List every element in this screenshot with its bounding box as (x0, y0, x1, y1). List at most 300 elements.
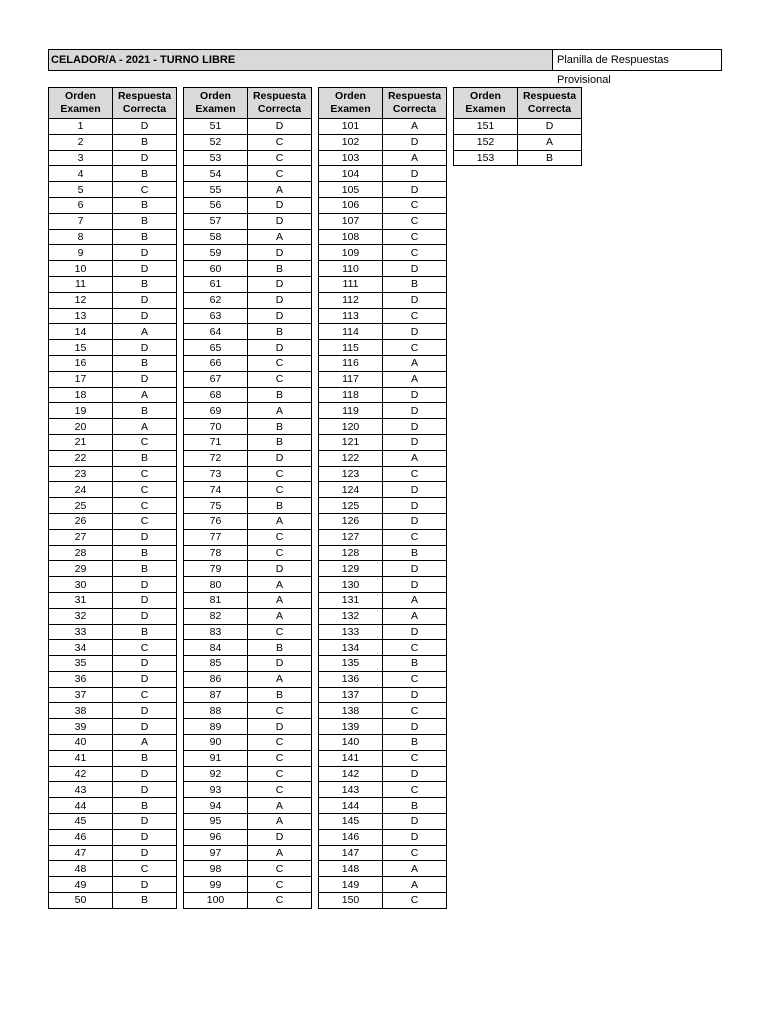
answer-row (319, 640, 447, 656)
answer-row (319, 134, 447, 150)
correct-answer: D (248, 245, 312, 261)
question-number: 137 (319, 687, 383, 703)
correct-answer: C (113, 466, 177, 482)
question-number: 34 (49, 640, 113, 656)
answer-row (49, 624, 177, 640)
correct-answer: C (248, 166, 312, 182)
question-number: 33 (49, 624, 113, 640)
answer-row (184, 119, 312, 135)
answer-row (184, 766, 312, 782)
correct-answer: C (113, 182, 177, 198)
correct-answer: D (383, 513, 447, 529)
answer-row (319, 403, 447, 419)
answer-row (319, 466, 447, 482)
correct-answer: A (383, 608, 447, 624)
answer-row (49, 513, 177, 529)
answer-row (49, 434, 177, 450)
question-number: 97 (184, 845, 248, 861)
correct-answer: C (383, 213, 447, 229)
answer-row (49, 182, 177, 198)
answer-row (184, 387, 312, 403)
answer-row (49, 403, 177, 419)
answer-row (49, 371, 177, 387)
correct-answer: C (383, 782, 447, 798)
question-number: 59 (184, 245, 248, 261)
answer-row (184, 371, 312, 387)
answer-row (319, 513, 447, 529)
orden-examen-header: Orden Examen (49, 88, 113, 119)
correct-answer: D (248, 719, 312, 735)
answer-row (184, 197, 312, 213)
answer-row (49, 340, 177, 356)
orden-examen-header: Orden Examen (319, 88, 383, 119)
question-number: 143 (319, 782, 383, 798)
answer-row (49, 687, 177, 703)
question-number: 114 (319, 324, 383, 340)
answer-row (319, 166, 447, 182)
answer-row (319, 750, 447, 766)
question-number: 85 (184, 656, 248, 672)
answer-row (184, 324, 312, 340)
question-number: 55 (184, 182, 248, 198)
question-number: 20 (49, 419, 113, 435)
respuesta-correcta-header: Respuesta Correcta (113, 88, 177, 119)
answer-row (319, 119, 447, 135)
correct-answer: D (248, 213, 312, 229)
answer-row (184, 640, 312, 656)
question-number: 90 (184, 735, 248, 751)
orden-examen-header: Orden Examen (454, 88, 518, 119)
question-number: 98 (184, 861, 248, 877)
answer-row (319, 735, 447, 751)
correct-answer: B (248, 498, 312, 514)
correct-answer: D (113, 703, 177, 719)
correct-answer: D (248, 829, 312, 845)
answer-row (319, 355, 447, 371)
correct-answer: C (248, 134, 312, 150)
question-number: 103 (319, 150, 383, 166)
answer-row (319, 197, 447, 213)
correct-answer: B (113, 450, 177, 466)
answer-row (49, 261, 177, 277)
question-number: 83 (184, 624, 248, 640)
correct-answer: C (248, 750, 312, 766)
correct-answer: C (383, 750, 447, 766)
question-number: 112 (319, 292, 383, 308)
question-number: 122 (319, 450, 383, 466)
question-number: 45 (49, 814, 113, 830)
question-number: 47 (49, 845, 113, 861)
correct-answer: A (113, 324, 177, 340)
correct-answer: A (248, 513, 312, 529)
answer-row (319, 498, 447, 514)
correct-answer: D (383, 498, 447, 514)
question-number: 95 (184, 814, 248, 830)
question-number: 93 (184, 782, 248, 798)
answer-row (184, 261, 312, 277)
answer-row (184, 798, 312, 814)
question-number: 44 (49, 798, 113, 814)
question-number: 61 (184, 276, 248, 292)
answer-row (319, 814, 447, 830)
correct-answer: D (383, 434, 447, 450)
question-number: 25 (49, 498, 113, 514)
question-number: 153 (454, 150, 518, 166)
correct-answer: D (113, 766, 177, 782)
question-number: 2 (49, 134, 113, 150)
answer-row (319, 624, 447, 640)
answer-row (49, 150, 177, 166)
answer-row (319, 340, 447, 356)
question-number: 24 (49, 482, 113, 498)
correct-answer: C (383, 893, 447, 909)
answer-row (184, 545, 312, 561)
correct-answer: D (113, 150, 177, 166)
answer-row (319, 703, 447, 719)
correct-answer: C (383, 640, 447, 656)
answer-row (319, 387, 447, 403)
question-number: 124 (319, 482, 383, 498)
question-number: 30 (49, 577, 113, 593)
answer-table-4 (453, 87, 582, 166)
question-number: 46 (49, 829, 113, 845)
question-number: 63 (184, 308, 248, 324)
respuesta-correcta-header: Respuesta Correcta (248, 88, 312, 119)
answer-row (319, 308, 447, 324)
question-number: 89 (184, 719, 248, 735)
correct-answer: B (113, 624, 177, 640)
correct-answer: C (248, 703, 312, 719)
answer-row (319, 577, 447, 593)
question-number: 23 (49, 466, 113, 482)
answer-row (184, 466, 312, 482)
correct-answer: A (113, 735, 177, 751)
answer-row (49, 877, 177, 893)
answer-row (184, 829, 312, 845)
question-number: 6 (49, 197, 113, 213)
correct-answer: D (383, 387, 447, 403)
question-number: 135 (319, 656, 383, 672)
correct-answer: D (383, 577, 447, 593)
correct-answer: D (383, 166, 447, 182)
correct-answer: C (248, 766, 312, 782)
answer-row (319, 608, 447, 624)
answer-row (319, 482, 447, 498)
question-number: 54 (184, 166, 248, 182)
answer-row (184, 719, 312, 735)
correct-answer: B (383, 656, 447, 672)
question-number: 102 (319, 134, 383, 150)
question-number: 113 (319, 308, 383, 324)
question-number: 16 (49, 355, 113, 371)
question-number: 70 (184, 419, 248, 435)
answer-row (49, 134, 177, 150)
answer-row (49, 608, 177, 624)
question-number: 72 (184, 450, 248, 466)
question-number: 22 (49, 450, 113, 466)
question-number: 141 (319, 750, 383, 766)
correct-answer: D (383, 182, 447, 198)
question-number: 5 (49, 182, 113, 198)
answer-row (319, 419, 447, 435)
correct-answer: D (113, 877, 177, 893)
answer-row (49, 482, 177, 498)
answer-row (454, 119, 582, 135)
correct-answer: D (383, 766, 447, 782)
correct-answer: D (113, 340, 177, 356)
correct-answer: A (518, 134, 582, 150)
question-number: 1 (49, 119, 113, 135)
correct-answer: A (383, 592, 447, 608)
answer-row (319, 324, 447, 340)
correct-answer: D (113, 782, 177, 798)
answer-row (319, 450, 447, 466)
answer-row (184, 213, 312, 229)
question-number: 107 (319, 213, 383, 229)
correct-answer: D (113, 119, 177, 135)
question-number: 149 (319, 877, 383, 893)
answer-row (49, 466, 177, 482)
correct-answer: B (383, 798, 447, 814)
answer-row (319, 545, 447, 561)
answer-row (49, 829, 177, 845)
answer-row (184, 608, 312, 624)
correct-answer: D (383, 624, 447, 640)
question-number: 115 (319, 340, 383, 356)
question-number: 41 (49, 750, 113, 766)
respuesta-correcta-header: Respuesta Correcta (383, 88, 447, 119)
question-number: 94 (184, 798, 248, 814)
question-number: 62 (184, 292, 248, 308)
question-number: 42 (49, 766, 113, 782)
answer-row (184, 245, 312, 261)
answer-row (184, 166, 312, 182)
answer-row (184, 355, 312, 371)
answer-row (184, 292, 312, 308)
question-number: 31 (49, 592, 113, 608)
question-number: 53 (184, 150, 248, 166)
question-number: 56 (184, 197, 248, 213)
correct-answer: C (383, 340, 447, 356)
question-number: 145 (319, 814, 383, 830)
question-number: 14 (49, 324, 113, 340)
answer-row (184, 340, 312, 356)
answer-row (184, 419, 312, 435)
correct-answer: B (518, 150, 582, 166)
question-number: 57 (184, 213, 248, 229)
question-number: 109 (319, 245, 383, 261)
question-number: 49 (49, 877, 113, 893)
question-number: 21 (49, 434, 113, 450)
answer-row (49, 387, 177, 403)
answer-row (49, 324, 177, 340)
answer-row (49, 671, 177, 687)
correct-answer: C (248, 545, 312, 561)
correct-answer: C (248, 877, 312, 893)
correct-answer: A (113, 419, 177, 435)
answer-table-1 (48, 87, 177, 909)
question-number: 81 (184, 592, 248, 608)
correct-answer: D (383, 687, 447, 703)
question-number: 12 (49, 292, 113, 308)
question-number: 127 (319, 529, 383, 545)
answer-row (184, 529, 312, 545)
question-number: 10 (49, 261, 113, 277)
question-number: 13 (49, 308, 113, 324)
answer-row (49, 719, 177, 735)
correct-answer: B (248, 324, 312, 340)
sheet-subtitle: Planilla de Respuestas Provisional (557, 54, 669, 86)
question-number: 104 (319, 166, 383, 182)
correct-answer: B (383, 545, 447, 561)
correct-answer: D (113, 308, 177, 324)
question-number: 116 (319, 355, 383, 371)
answer-row (184, 671, 312, 687)
question-number: 26 (49, 513, 113, 529)
correct-answer: D (383, 814, 447, 830)
answer-row (319, 829, 447, 845)
question-number: 79 (184, 561, 248, 577)
answer-row (319, 687, 447, 703)
question-number: 40 (49, 735, 113, 751)
question-number: 126 (319, 513, 383, 529)
answer-row (184, 845, 312, 861)
correct-answer: C (383, 245, 447, 261)
correct-answer: C (248, 529, 312, 545)
answer-row (49, 197, 177, 213)
correct-answer: B (113, 403, 177, 419)
answer-row (49, 845, 177, 861)
answer-row (49, 893, 177, 909)
answer-row (184, 703, 312, 719)
answer-row (49, 292, 177, 308)
question-number: 82 (184, 608, 248, 624)
answer-row (49, 577, 177, 593)
question-number: 39 (49, 719, 113, 735)
answer-row (49, 703, 177, 719)
correct-answer: D (113, 592, 177, 608)
answer-row (49, 782, 177, 798)
correct-answer: D (248, 308, 312, 324)
answer-row (49, 166, 177, 182)
question-number: 65 (184, 340, 248, 356)
question-number: 69 (184, 403, 248, 419)
answer-row (184, 782, 312, 798)
correct-answer: D (113, 529, 177, 545)
correct-answer: A (248, 845, 312, 861)
question-number: 129 (319, 561, 383, 577)
correct-answer: B (248, 434, 312, 450)
correct-answer: D (383, 403, 447, 419)
correct-answer: A (383, 355, 447, 371)
correct-answer: A (248, 182, 312, 198)
question-number: 35 (49, 656, 113, 672)
document-header (48, 49, 722, 86)
answer-row (184, 877, 312, 893)
question-number: 3 (49, 150, 113, 166)
correct-answer: D (248, 450, 312, 466)
correct-answer: B (113, 229, 177, 245)
correct-answer: A (248, 814, 312, 830)
question-number: 92 (184, 766, 248, 782)
correct-answer: B (113, 355, 177, 371)
question-number: 150 (319, 893, 383, 909)
correct-answer: A (383, 877, 447, 893)
correct-answer: B (248, 387, 312, 403)
question-number: 4 (49, 166, 113, 182)
answer-row (184, 229, 312, 245)
correct-answer: A (383, 150, 447, 166)
answer-row (319, 434, 447, 450)
answer-row (49, 245, 177, 261)
answer-row (49, 355, 177, 371)
question-number: 140 (319, 735, 383, 751)
question-number: 36 (49, 671, 113, 687)
correct-answer: C (113, 498, 177, 514)
correct-answer: D (248, 119, 312, 135)
answer-row (49, 750, 177, 766)
answer-row (49, 213, 177, 229)
answer-row (184, 561, 312, 577)
answer-row (319, 182, 447, 198)
correct-answer: D (518, 119, 582, 135)
correct-answer: D (383, 482, 447, 498)
answer-row (184, 861, 312, 877)
question-number: 7 (49, 213, 113, 229)
correct-answer: B (113, 545, 177, 561)
correct-answer: D (113, 245, 177, 261)
answer-row (319, 782, 447, 798)
question-number: 66 (184, 355, 248, 371)
question-number: 74 (184, 482, 248, 498)
answer-row (319, 592, 447, 608)
question-number: 110 (319, 261, 383, 277)
correct-answer: A (383, 371, 447, 387)
correct-answer: D (113, 608, 177, 624)
question-number: 131 (319, 592, 383, 608)
correct-answer: C (248, 150, 312, 166)
question-number: 17 (49, 371, 113, 387)
question-number: 87 (184, 687, 248, 703)
correct-answer: D (383, 324, 447, 340)
question-number: 151 (454, 119, 518, 135)
answer-row (49, 561, 177, 577)
question-number: 58 (184, 229, 248, 245)
correct-answer: A (383, 450, 447, 466)
question-number: 125 (319, 498, 383, 514)
correct-answer: C (248, 893, 312, 909)
question-number: 76 (184, 513, 248, 529)
question-number: 11 (49, 276, 113, 292)
answer-row (49, 592, 177, 608)
correct-answer: A (248, 577, 312, 593)
correct-answer: C (113, 640, 177, 656)
question-number: 32 (49, 608, 113, 624)
question-number: 88 (184, 703, 248, 719)
respuesta-correcta-header: Respuesta Correcta (518, 88, 582, 119)
correct-answer: D (113, 292, 177, 308)
correct-answer: C (113, 861, 177, 877)
question-number: 64 (184, 324, 248, 340)
correct-answer: A (113, 387, 177, 403)
question-number: 101 (319, 119, 383, 135)
correct-answer: A (248, 229, 312, 245)
question-number: 111 (319, 276, 383, 292)
question-number: 78 (184, 545, 248, 561)
answer-row (49, 529, 177, 545)
answer-row (184, 577, 312, 593)
correct-answer: D (248, 340, 312, 356)
